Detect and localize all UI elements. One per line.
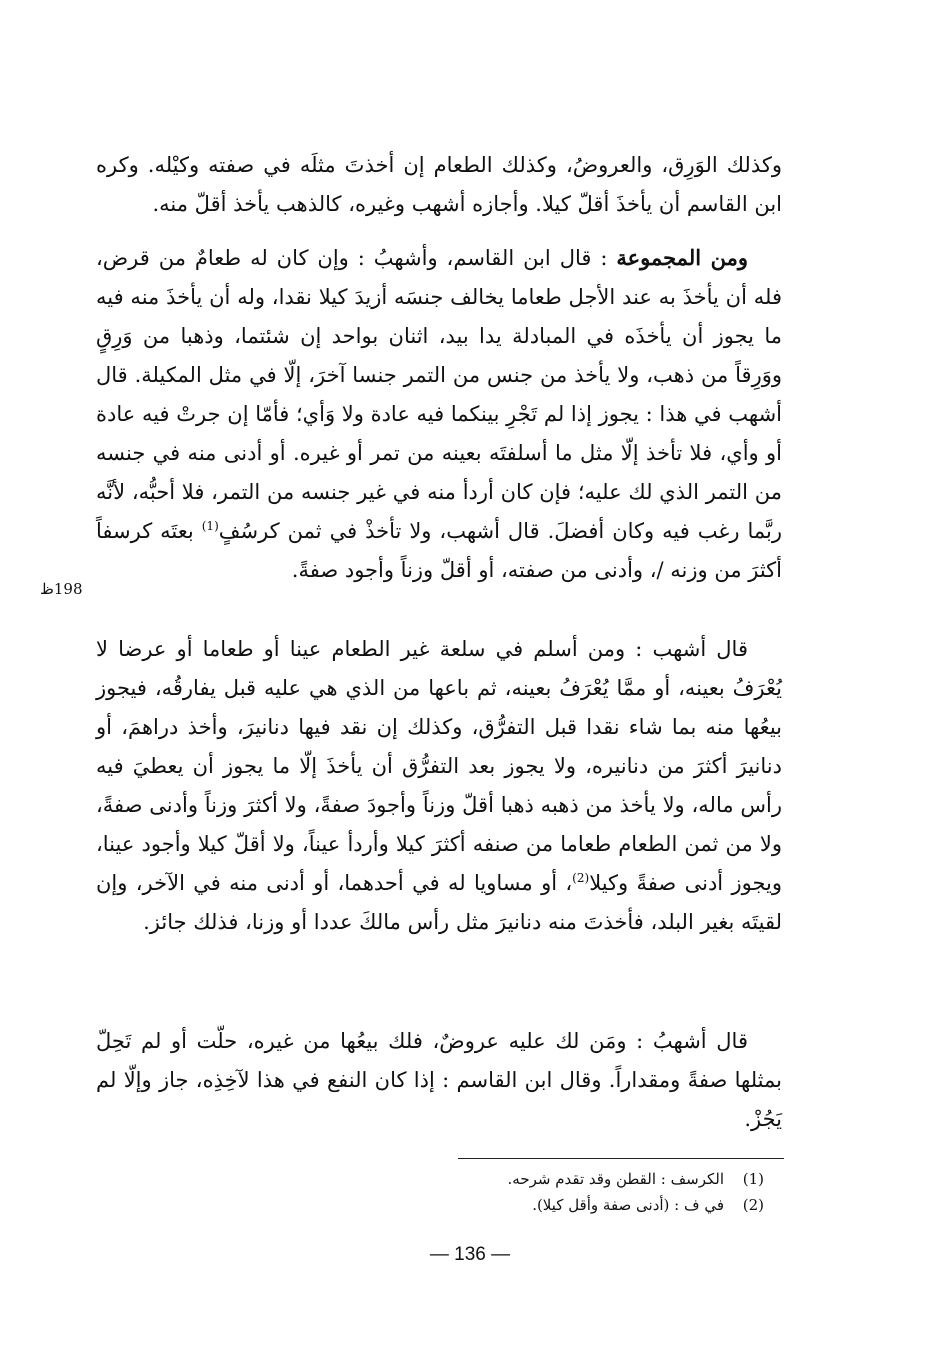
margin-folio-note: 198ظ [40,580,83,598]
footnote-2-number: (2) [742,1196,764,1214]
paragraph-1-text: وكذلك الوَرِق، والعروضُ، وكذلك الطعام إن أخذتَ مثلَه في صفته وكيْله. وكره ابن القاسم أن يأخذَ أقلّ كيلا. وأجازه أشهب وغيره، كالذهب يأخذ أقلّ منه. [96,153,782,216]
footnote-ref-2: (2) [572,871,590,885]
footnotes [300,1166,764,1218]
paragraph-2-heading: ومن المجموعة [616,245,748,270]
footnote-1-number: (1) [742,1170,764,1188]
paragraph-3 [96,630,782,942]
paragraph-2 [96,238,782,590]
footnote-2 [300,1192,764,1218]
footnote-ref-1: (1) [201,519,219,533]
paragraph-3-body-b: ، أو مساويا له في أحدهما، أو أدنى منه في الآخر، وإن لقيتَه بغير البلد، فأخذتَ منه دنانيرَ مثل رأس مالكَ عددا أو وزنا، فذلك جائز. [96,871,782,934]
paragraph-2-text [96,238,782,590]
paragraph-3-text [96,630,782,942]
footnote-separator [458,1158,784,1159]
paragraph-3-body-a: قال أشهب : ومن أسلم في سلعة غير الطعام عينا أو طعاما أو عرضا لا يُعْرَفُ بعينه، أو ممَّا يُعْرَفُ بعينه، ثم باعها من الذي هي عليه قبل يفارقُه، فيجوز بيعُها منه بما شاء نقدا قبل التفرُّق، وكذلك إن نقد فيها دنانيرَ، وأخذ دراهمَ، أو دنانيرَ أكثرَ من دنانيره، ولا يجوز بعد التفرُّق أن يأخذَ إلّا ما يجوز أن يعطيَ فيه رأس ماله، ولا يأخذ من ذهبه ذهبا أقلّ وزناً وأجودَ صفةً، ولا أكثرَ وزناً وأدنى صفةً، ولا من ثمن الطعام طعاما من صنفه أكثرَ كيلا وأردأ عيناً، ولا أقلّ كيلا وأجود عينا، ويجوز أدنى صفةً وكيلا [96,637,783,895]
paragraph-2-body-b: بعتَه كرسفاً أكثرَ من وزنه /، وأدنى من صفته، أو أقلّ وزناً وأجود صفةً. [96,519,782,582]
footnote-1 [300,1166,764,1192]
footnote-2-text: في ف : (أدنى صفة وأقل كيلا). [532,1196,724,1214]
paragraph-4-text: قال أشهبُ : ومَن لك عليه عروضٌ، فلك بيعُها من غيره، حلّت أو لم تَحِلّ بمثلها صفةً ومقداراً. وقال ابن القاسم : إذا كان النفع في هذا لآخِذِه، جاز وإلّا لم يَجُزْ. [96,1029,782,1131]
footnote-1-text: الكرسف : القطن وقد تقدم شرحه. [507,1170,724,1188]
page-number: — 136 — [429,1244,511,1265]
paragraph-4 [96,1022,782,1139]
paragraph-1 [96,146,782,224]
paragraph-2-body-a: : قال ابن القاسم، وأشهبُ : وإن كان له طعامٌ من قرض، فله أن يأخذَ به عند الأجل طعاما يخالف جنسَه أزيدَ كيلا نقدا، وله أن يأخذَ منه فيه ما يجوز أن يأخذَه في المبادلة يدا بيد، اثنان بواحد إن شئتما، وذهبا من وَرِقٍ ووَرِقاً من ذهب، ولا يأخذ من جنس من التمر جنسا آخرَ، إلّا في مثل المكيلة. قال أشهب في هذا : يجوز إذا لم تَجْرِ بينكما فيه عادة ولا وَأي؛ فأمّا إن جرتْ فيه عادة أو وأي، فلا تأخذ إلّا مثل ما أسلفتَه بعينه من تمر أو غيره. أو أدنى منه في جنسه من التمر الذي لك عليه؛ فإن كان أردأ منه في غير جنسه من التمر، فلا أحبُّه، لأنَّه ربَّما رغب فيه وكان أفضلَ. قال أشهب، ولا تأخذْ في ثمن كرسُفٍ [96,246,783,543]
